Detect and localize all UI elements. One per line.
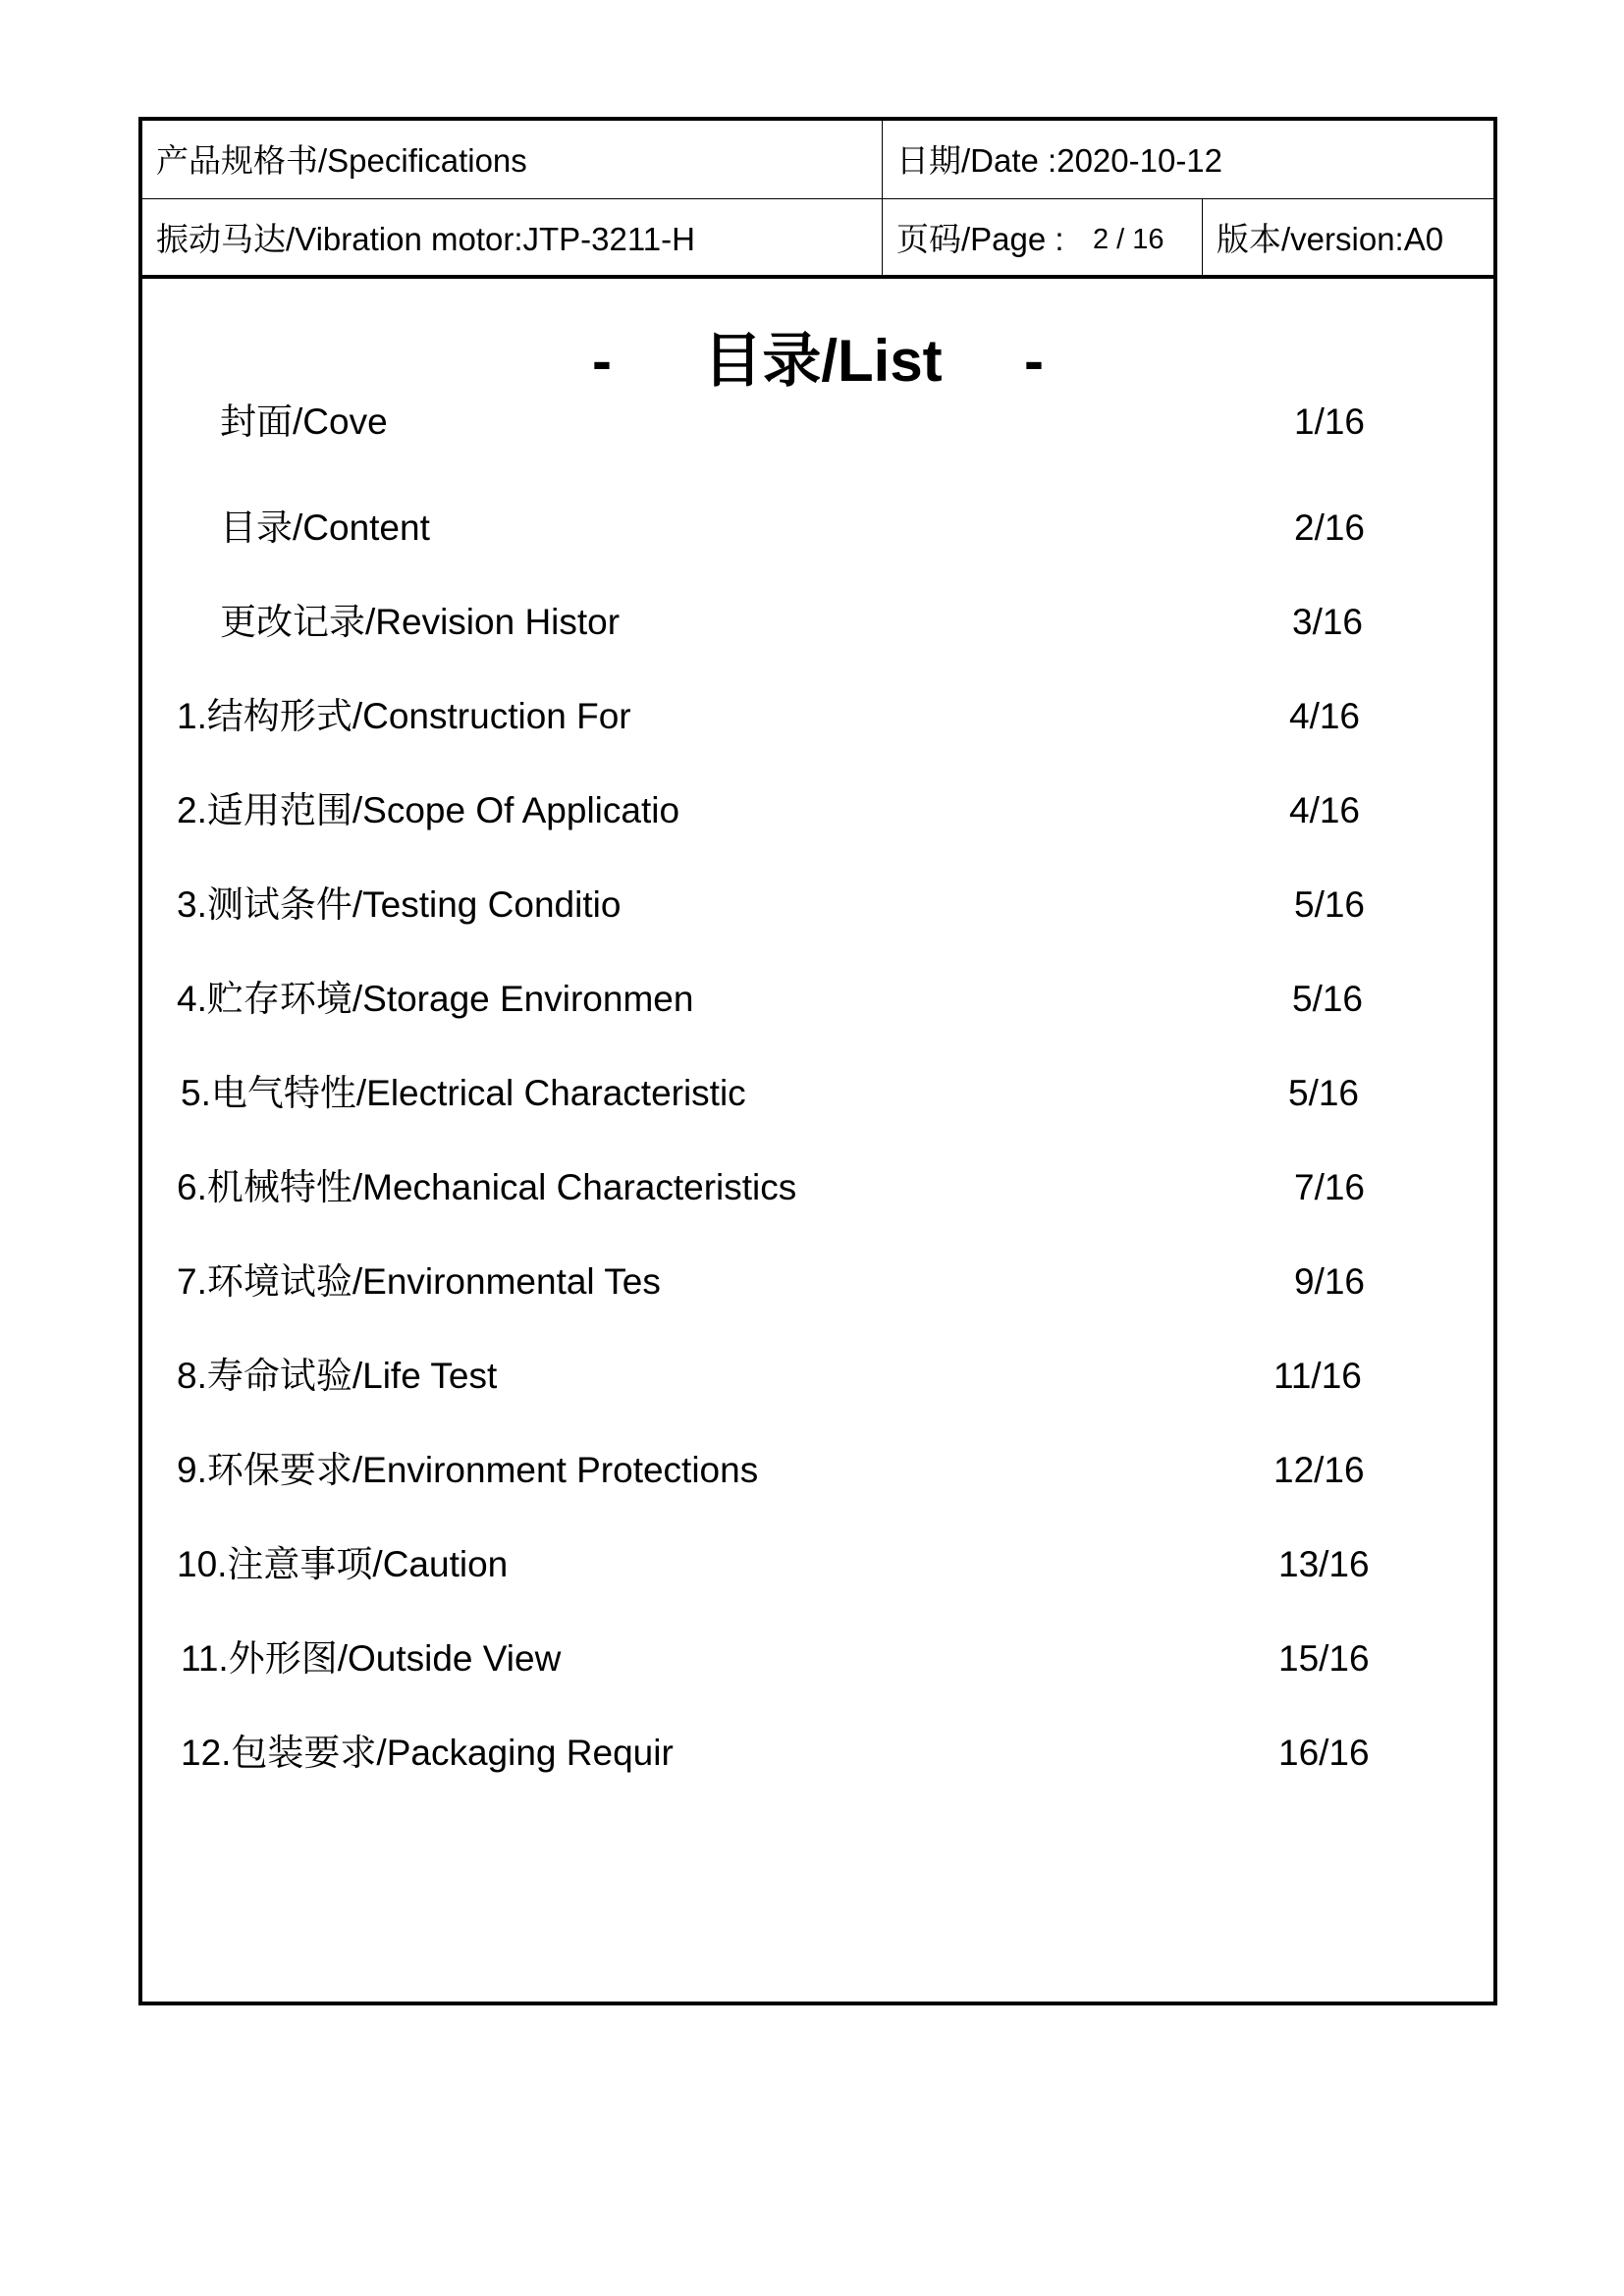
toc-entry-construction: 1.结构形式/Construction For bbox=[177, 696, 631, 736]
toc-entry-storage: 4.贮存环境/Storage Environmen bbox=[177, 979, 694, 1019]
toc-page-construction: 4/16 bbox=[1289, 696, 1361, 736]
toc-page-cover: 1/16 bbox=[1294, 401, 1366, 442]
toc-entry-caution: 10.注意事项/Caution bbox=[177, 1544, 509, 1584]
toc-entry-electrical: 5.电气特性/Electrical Characteristic bbox=[181, 1073, 746, 1113]
toc-page-electrical: 5/16 bbox=[1288, 1073, 1360, 1113]
toc-page-storage: 5/16 bbox=[1292, 979, 1364, 1019]
toc-entry-testing: 3.测试条件/Testing Conditio bbox=[177, 884, 622, 925]
toc-entry-scope: 2.适用范围/Scope Of Applicatio bbox=[177, 790, 680, 830]
toc-page-packaging: 16/16 bbox=[1278, 1733, 1370, 1773]
header-column-divider-2 bbox=[1202, 198, 1203, 279]
toc-entry-cover: 封面/Cove bbox=[220, 401, 388, 442]
title-text: 目录/List bbox=[703, 328, 943, 394]
toc-page-environmental: 9/16 bbox=[1294, 1261, 1366, 1302]
toc-title bbox=[142, 328, 1493, 394]
header-table bbox=[142, 121, 1493, 279]
product-field: 振动马达/Vibration motor:JTP-3211-H bbox=[156, 221, 695, 257]
toc-entry-life-test: 8.寿命试验/Life Test bbox=[177, 1356, 498, 1396]
toc-page-life-test: 11/16 bbox=[1273, 1356, 1362, 1396]
page-label: 页码/Page : bbox=[896, 221, 1064, 257]
toc-page-caution: 13/16 bbox=[1278, 1544, 1370, 1584]
toc-page-outside-view: 15/16 bbox=[1278, 1638, 1370, 1679]
toc-entry-environment-protections: 9.环保要求/Environment Protections bbox=[177, 1450, 759, 1490]
toc-page-content: 2/16 bbox=[1294, 507, 1366, 548]
header-column-divider bbox=[882, 121, 883, 275]
date-field: 日期/Date :2020-10-12 bbox=[896, 142, 1223, 179]
toc-entry-environmental: 7.环境试验/Environmental Tes bbox=[177, 1261, 661, 1302]
toc-page-scope: 4/16 bbox=[1289, 790, 1361, 830]
title-right-dash: - bbox=[1024, 328, 1044, 394]
header-divider bbox=[142, 198, 1493, 199]
page-value: 2 / 16 bbox=[1093, 224, 1164, 255]
toc-entry-revision-history: 更改记录/Revision Histor bbox=[220, 602, 621, 642]
version-field: 版本/version:A0 bbox=[1217, 221, 1444, 257]
toc-page-revision-history: 3/16 bbox=[1292, 602, 1364, 642]
spec-sheet bbox=[138, 117, 1497, 2005]
toc-entry-content: 目录/Content bbox=[220, 507, 430, 548]
title-left-dash: - bbox=[592, 328, 612, 394]
toc-page-mechanical: 7/16 bbox=[1294, 1167, 1366, 1207]
toc-entry-outside-view: 11.外形图/Outside View bbox=[181, 1638, 562, 1679]
toc-page-testing: 5/16 bbox=[1294, 884, 1366, 925]
toc-entry-mechanical: 6.机械特性/Mechanical Characteristics bbox=[177, 1167, 797, 1207]
toc-entry-packaging: 12.包装要求/Packaging Requir bbox=[181, 1733, 674, 1773]
toc-page-environment-protections: 12/16 bbox=[1273, 1450, 1365, 1490]
spec-title: 产品规格书/Specifications bbox=[156, 142, 527, 179]
